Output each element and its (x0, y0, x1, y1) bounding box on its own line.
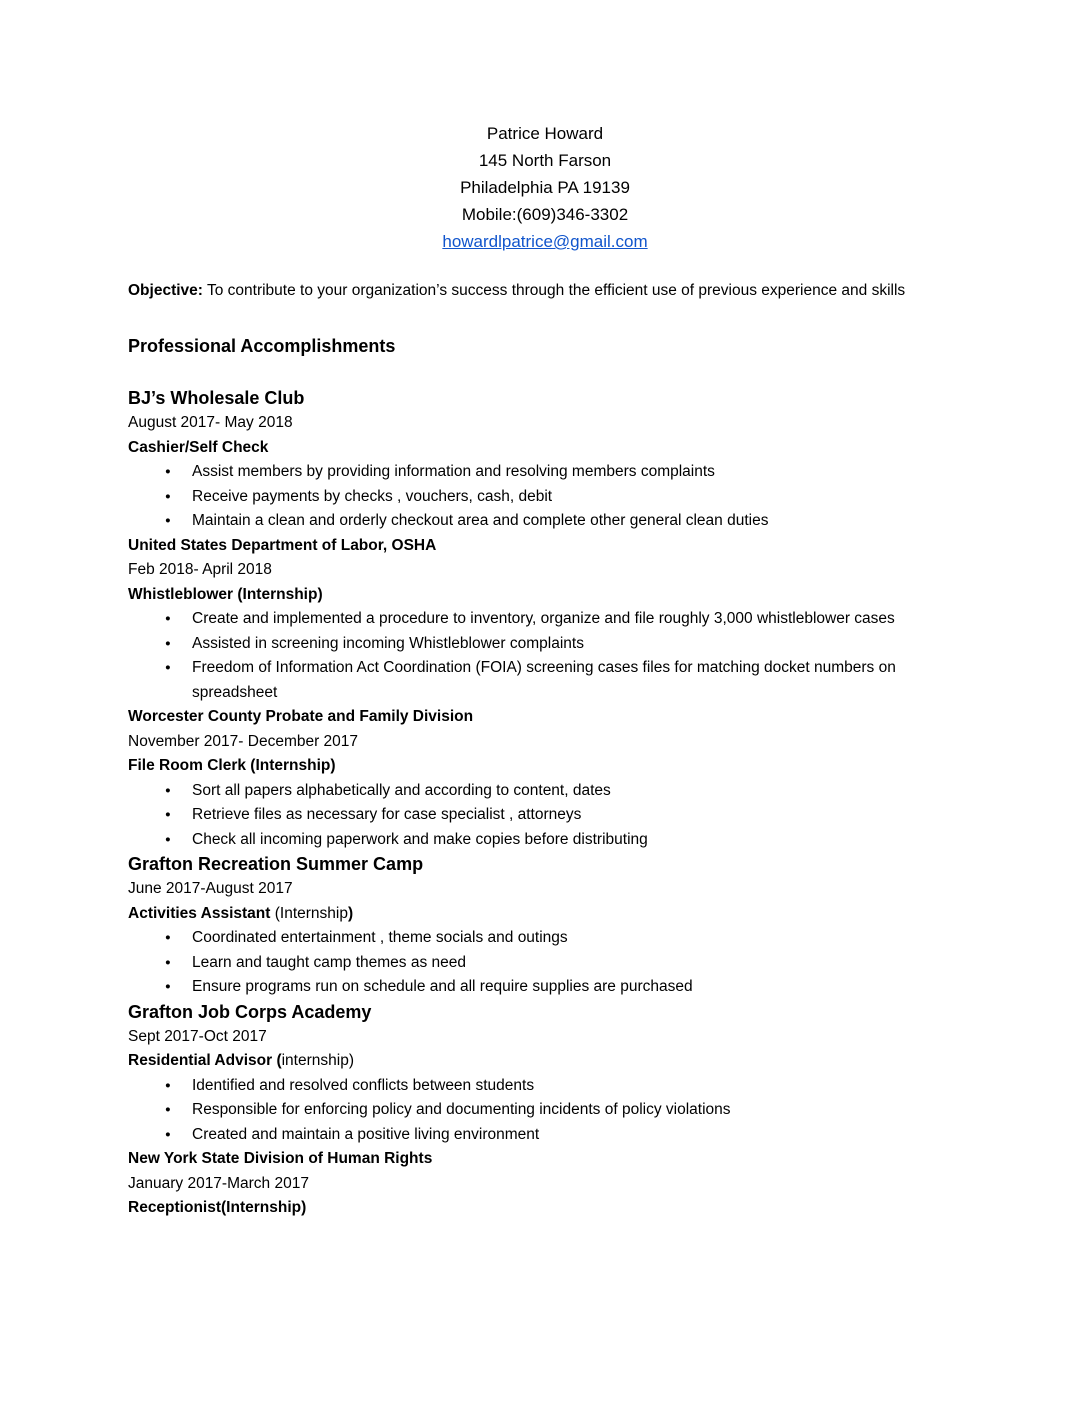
duty-item: ● Ensure programs run on schedule and all require supplies are purchased (128, 975, 962, 1000)
duty-list (128, 1074, 962, 1148)
job-list (128, 386, 962, 1221)
job-entry-grafton-job-corps-academy (128, 1000, 962, 1148)
duty-item: ● Freedom of Information Act Coordination (FOIA) screening cases files for matching docket numbers on spreadsheet (128, 656, 962, 705)
section-title-professional-accomplishments: Professional Accomplishments (128, 336, 396, 356)
address-line-1: 145 North Farson (478, 151, 612, 170)
job-entry-worcester-county-probate (128, 705, 962, 852)
duty-item: ● Responsible for enforcing policy and documenting incidents of policy violations (128, 1098, 962, 1123)
duty-list (128, 926, 962, 1000)
job-title: Activities Assistant (Internship) (128, 904, 354, 922)
duty-item: ● Assist members by providing information and resolving members complaints (128, 460, 962, 485)
job-dates: Sept 2017-Oct 2017 (128, 1027, 267, 1045)
job-entry-ny-state-division-human-rights (128, 1147, 962, 1221)
job-entry-bjs-wholesale-club (128, 386, 962, 534)
company-name: New York State Division of Human Rights (128, 1150, 433, 1167)
job-dates: June 2017-August 2017 (128, 880, 293, 897)
duty-item: ● Created and maintain a positive living environment (128, 1123, 962, 1148)
objective-label: Objective: (128, 282, 203, 299)
duty-item: ● Check all incoming paperwork and make copies before distributing (128, 828, 962, 853)
duty-list (128, 460, 962, 534)
duty-item: ● Create and implemented a procedure to inventory, organize and file roughly 3,000 whistleblower cases (128, 607, 962, 632)
company-name: Grafton Job Corps Academy (128, 1001, 372, 1022)
duty-item: ● Identified and resolved conflicts between students (128, 1074, 962, 1099)
duty-list (128, 779, 962, 853)
job-title: Residential Advisor (internship) (128, 1052, 354, 1069)
job-entry-us-dept-labor-osha (128, 534, 962, 706)
duty-item: ● Learn and taught camp themes as need (128, 951, 962, 976)
duty-item: ● Receive payments by checks , vouchers, cash, debit (128, 485, 962, 510)
job-title: Whistleblower (Internship) (128, 585, 323, 603)
job-entry-grafton-recreation-summer-camp (128, 852, 962, 1000)
job-title: Receptionist(Internship) (128, 1199, 307, 1216)
job-dates: Feb 2018- April 2018 (128, 561, 272, 578)
company-name: Worcester County Probate and Family Division (128, 708, 474, 725)
company-name: United States Department of Labor, OSHA (128, 536, 437, 554)
duty-list (128, 607, 962, 705)
job-title: Cashier/Self Check (128, 438, 269, 456)
duty-item: ● Coordinated entertainment , theme socials and outings (128, 926, 962, 951)
company-name: BJ’s Wholesale Club (128, 388, 305, 408)
phone-number: Mobile:(609)346-3302 (461, 205, 629, 224)
address-line-2: Philadelphia PA 19139 (460, 178, 630, 197)
company-name: Grafton Recreation Summer Camp (128, 854, 424, 874)
person-name: Patrice Howard (486, 124, 604, 143)
objective-text: To contribute to your organization’s success through the efficient use of previous experience and skills (202, 282, 906, 299)
job-dates: November 2017- December 2017 (128, 732, 359, 750)
contact-header (128, 120, 962, 255)
job-dates: August 2017- May 2018 (128, 414, 293, 431)
duty-item: ● Retrieve files as necessary for case specialist , attorneys (128, 803, 962, 828)
job-dates: January 2017-March 2017 (128, 1174, 309, 1192)
duty-item: ● Assisted in screening incoming Whistleblower complaints (128, 632, 962, 657)
objective-paragraph (128, 277, 962, 304)
duty-item: ● Maintain a clean and orderly checkout area and complete other general clean duties (128, 509, 962, 534)
email-link[interactable]: howardlpatrice@gmail.com (442, 232, 648, 251)
duty-item: ● Sort all papers alphabetically and according to content, dates (128, 779, 962, 804)
job-title: File Room Clerk (Internship) (128, 757, 336, 774)
